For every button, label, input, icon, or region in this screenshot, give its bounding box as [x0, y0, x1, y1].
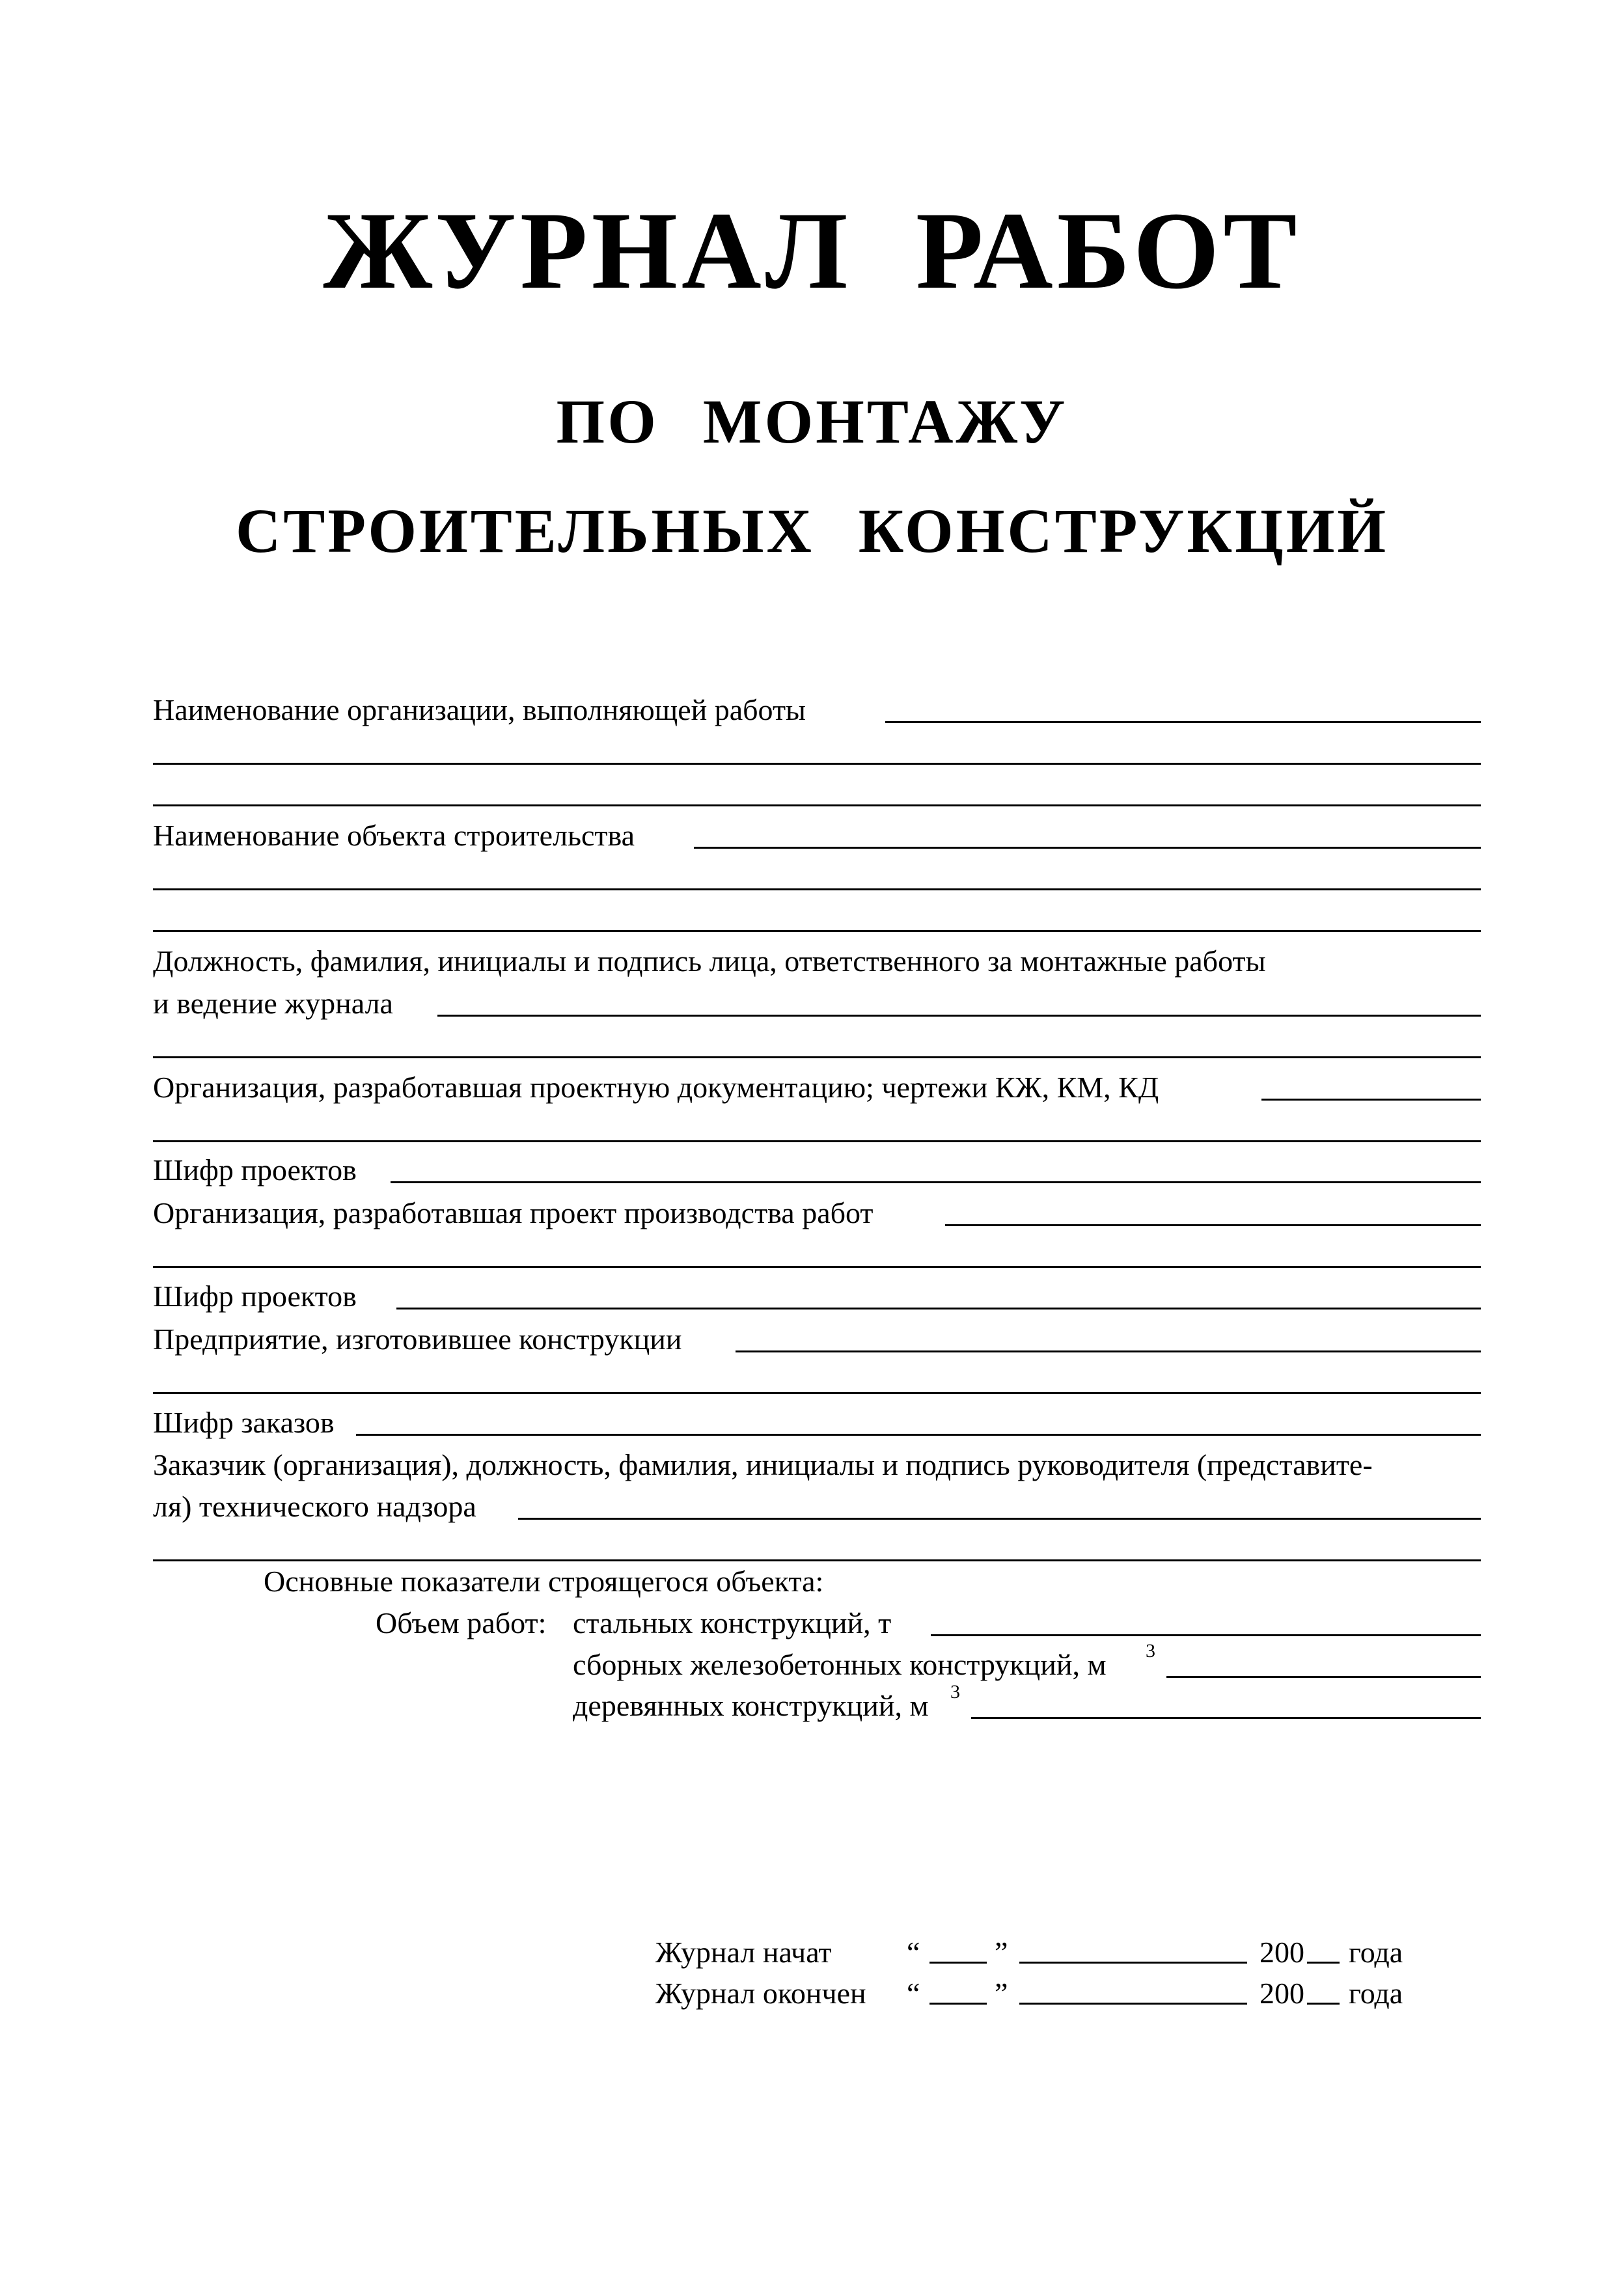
line-start-year[interactable]: [1307, 1962, 1340, 1964]
line-start-month[interactable]: [1019, 1962, 1247, 1964]
line-customer[interactable]: [518, 1518, 1481, 1520]
line-end-year[interactable]: [1307, 2003, 1340, 2005]
label-design-org: Организация, разработавшая проектную документацию; чертежи КЖ, КМ, КД: [153, 1071, 1159, 1104]
year-prefix-2: 200: [1259, 1977, 1304, 2010]
line-steel[interactable]: [931, 1634, 1481, 1636]
line-end-day[interactable]: [929, 2003, 987, 2005]
line-org-name-2[interactable]: [153, 763, 1481, 765]
line-wood[interactable]: [971, 1717, 1481, 1719]
line-start-day[interactable]: [929, 1962, 987, 1964]
label-project-code-2: Шифр проектов: [153, 1280, 357, 1313]
label-responsible-2: и ведение журнала: [153, 987, 393, 1020]
quote-close-2: ”: [995, 1977, 1008, 2010]
line-responsible-2[interactable]: [153, 1056, 1481, 1058]
quote-open-2: “: [907, 1977, 920, 2010]
line-end-month[interactable]: [1019, 2003, 1247, 2005]
line-object-name-2[interactable]: [153, 888, 1481, 890]
label-wood: деревянных конструкций, м: [573, 1689, 929, 1722]
line-design-org[interactable]: [1261, 1099, 1481, 1101]
line-manufacturer[interactable]: [736, 1350, 1481, 1352]
line-object-name[interactable]: [694, 847, 1481, 849]
label-order-code: Шифр заказов: [153, 1406, 335, 1439]
line-design-org-2[interactable]: [153, 1140, 1481, 1142]
quote-open: “: [907, 1936, 920, 1969]
line-responsible[interactable]: [437, 1015, 1481, 1017]
line-ppr-org[interactable]: [945, 1224, 1481, 1226]
label-ppr-org: Организация, разработавшая проект производства работ: [153, 1196, 874, 1229]
year-suffix: года: [1349, 1936, 1403, 1969]
line-org-name[interactable]: [885, 721, 1481, 723]
line-concrete[interactable]: [1166, 1676, 1481, 1678]
label-org-name: Наименование организации, выполняющей работы: [153, 693, 806, 726]
line-project-code-1[interactable]: [391, 1181, 1481, 1183]
line-customer-2[interactable]: [153, 1559, 1481, 1561]
label-customer-2: ля) технического надзора: [153, 1490, 476, 1523]
superscript-cubic-1: 3: [1146, 1640, 1155, 1662]
label-project-code-1: Шифр проектов: [153, 1153, 357, 1186]
label-responsible-1: Должность, фамилия, инициалы и подпись лица, ответственного за монтажные работы: [153, 944, 1266, 978]
journal-title: ЖУРНАЛ РАБОТ: [323, 189, 1301, 312]
year-prefix: 200: [1259, 1936, 1304, 1969]
year-suffix-2: года: [1349, 1977, 1403, 2010]
line-manufacturer-2[interactable]: [153, 1392, 1481, 1394]
quote-close: ”: [995, 1936, 1008, 1969]
line-project-code-2[interactable]: [396, 1308, 1481, 1309]
journal-subtitle-1: ПО МОНТАЖУ: [556, 387, 1068, 456]
line-object-name-3[interactable]: [153, 930, 1481, 932]
volume-label: Объем работ:: [376, 1606, 547, 1639]
journal-subtitle-2: СТРОИТЕЛЬНЫХ КОНСТРУКЦИЙ: [235, 496, 1389, 566]
label-concrete: сборных железобетонных конструкций, м: [573, 1648, 1107, 1681]
superscript-cubic-2: 3: [950, 1681, 960, 1703]
label-journal-finished: Журнал окончен: [655, 1977, 866, 2010]
label-customer-1: Заказчик (организация), должность, фамилия, инициалы и подпись руководителя (представите-: [153, 1448, 1373, 1481]
label-manufacturer: Предприятие, изготовившее конструкции: [153, 1323, 682, 1356]
indicators-heading: Основные показатели строящегося объекта:: [264, 1565, 824, 1598]
line-org-name-3[interactable]: [153, 804, 1481, 806]
line-ppr-org-2[interactable]: [153, 1266, 1481, 1268]
line-order-code[interactable]: [356, 1434, 1481, 1436]
label-object-name: Наименование объекта строительства: [153, 819, 635, 852]
label-journal-started: Журнал начат: [655, 1936, 832, 1969]
label-steel: стальных конструкций, т: [573, 1606, 892, 1639]
